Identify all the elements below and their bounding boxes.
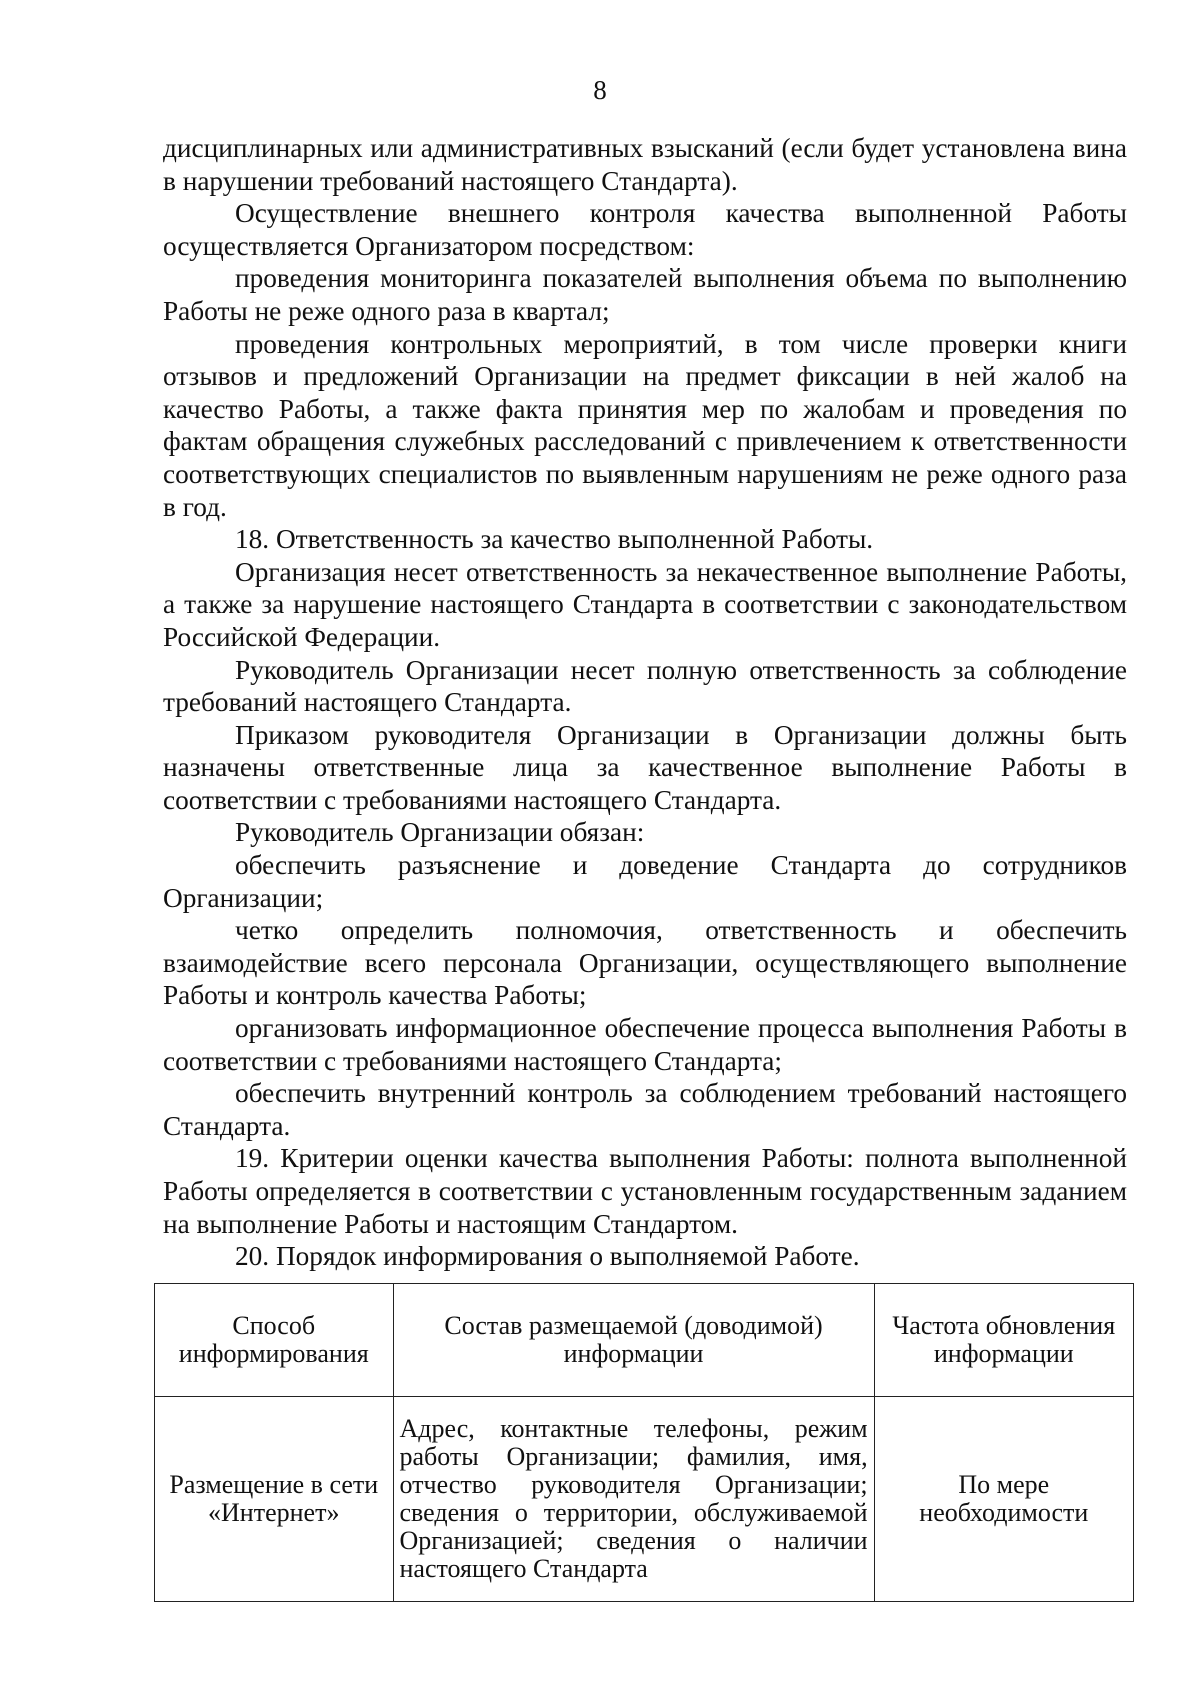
paragraph-head-obliged: Руководитель Организации обязан:	[235, 817, 645, 848]
paragraph-continuation: дисциплинарных или административных взысканий (если будет установлена вина в нарушении требований настоящего Стандарта).	[163, 133, 1127, 196]
paragraph-organization-responsibility: Организация несет ответственность за некачественное выполнение Работы, а также за нарушение настоящего Стандарта в соответствии с законодательством Российской Федерации.	[163, 556, 1127, 652]
table-cell-frequency: По мере необходимости	[874, 1397, 1133, 1602]
paragraph-order-appointment: Приказом руководителя Организации в Организации должны быть назначены ответственные лица за качественное выполнение Работы в соответствии с требованиями настоящего Стандарта.	[163, 719, 1127, 815]
table-header-row	[155, 1284, 1134, 1397]
paragraph-internal-control: обеспечить внутренний контроль за соблюдением требований настоящего Стандарта.	[163, 1078, 1127, 1141]
paragraph-information-support: организовать информационное обеспечение процесса выполнения Работы в соответствии с требованиями настоящего Стандарта;	[163, 1013, 1127, 1076]
information-table	[154, 1283, 1134, 1602]
paragraph-define-powers: четко определить полномочия, ответственность и обеспечить взаимодействие всего персонала Организации, осуществляющего выполнение Работы и контроль качества Работы;	[163, 915, 1127, 1011]
page-number: 8	[593, 75, 607, 105]
table-header-cell: Состав размещаемой (доводимой) информации	[393, 1284, 874, 1397]
paragraph-external-control: Осуществление внешнего контроля качества выполненной Работы осуществляется Организатором посредством:	[163, 198, 1127, 261]
paragraph-control-measures: проведения контрольных мероприятий, в том числе проверки книги отзывов и предложений Организации на предмет фиксации в ней жалоб на качество Работы, а также факта принятия мер по жалобам и проведения по фактам обращения служебных расследований с привлечением к ответственности соответствующих специалистов по выявленным нарушениям не реже одного раза в год.	[163, 328, 1127, 522]
section-18-heading: 18. Ответственность за качество выполненной Работы.	[235, 524, 874, 555]
table-row	[155, 1397, 1134, 1602]
table-cell-content: Адрес, контактные телефоны, режим работы Организации; фамилия, имя, отчество руководителя Организации; сведения о территории, обслуживаемой Организацией; сведения о наличии настоящего Стандарта	[393, 1397, 874, 1602]
paragraph-head-responsibility: Руководитель Организации несет полную ответственность за соблюдение требований настоящего Стандарта.	[163, 654, 1127, 718]
paragraph-monitoring: проведения мониторинга показателей выполнения объема по выполнению Работы не реже одного раза в квартал;	[163, 263, 1127, 326]
document-body	[163, 132, 1127, 1276]
paragraph-explain-standard: обеспечить разъяснение и доведение Стандарта до сотрудников Организации;	[163, 850, 1127, 913]
table-header-cell: Способ информирования	[155, 1284, 394, 1397]
table-header-cell: Частота обновления информации	[874, 1284, 1133, 1397]
section-19-criteria: 19. Критерии оценки качества выполнения Работы: полнота выполненной Работы определяется в соответствии с установленным государственным заданием на выполнение Работы и настоящим Стандартом.	[163, 1143, 1127, 1239]
section-20-heading: 20. Порядок информирования о выполняемой Работе.	[235, 1241, 860, 1272]
table-cell-method: Размещение в сети «Интернет»	[155, 1397, 394, 1602]
